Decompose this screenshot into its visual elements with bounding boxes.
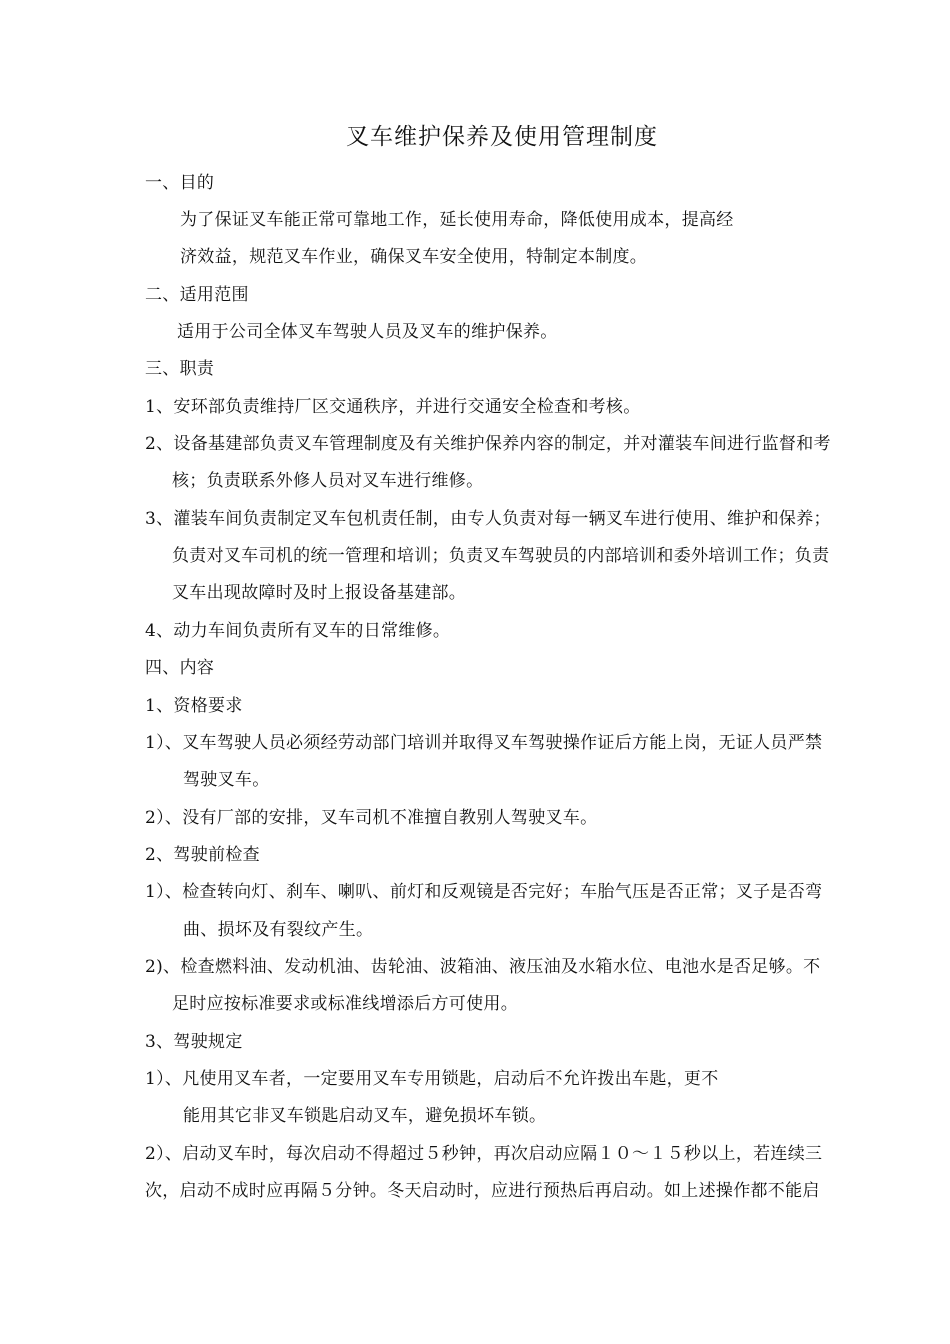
list-item-continuation: 能用其它非叉车锁匙启动叉车，避免损坏车锁。: [183, 1106, 547, 1126]
list-item: 4、动力车间负责所有叉车的日常维修。: [145, 621, 451, 641]
list-item-continuation: 次，启动不成时应再隔５分钟。冬天启动时，应进行预热后再启动。如上述操作都不能启: [145, 1181, 820, 1201]
list-item-continuation: 曲、损坏及有裂纹产生。: [183, 920, 374, 940]
document-title: 叉车维护保养及使用管理制度: [346, 124, 658, 150]
list-item-continuation: 核；负责联系外修人员对叉车进行维修。: [172, 471, 484, 491]
list-item-continuation: 叉车出现故障时及时上报设备基建部。: [172, 583, 467, 603]
list-item: 1）、叉车驾驶人员必须经劳动部门培训并取得叉车驾驶操作证后方能上岗，无证人员严禁: [145, 733, 823, 753]
paragraph-line: 为了保证叉车能正常可靠地工作，延长使用寿命，降低使用成本，提高经: [180, 210, 734, 230]
list-item: 2)、检查燃料油、发动机油、齿轮油、波箱油、液压油及水箱水位、电池水是否足够。不: [145, 957, 821, 977]
list-item-continuation: 驾驶叉车。: [183, 770, 270, 790]
list-item: 3、灌装车间负责制定叉车包机责任制，由专人负责对每一辆叉车进行使用、维护和保养；: [145, 509, 831, 529]
list-item-continuation: 负责对叉车司机的统一管理和培训；负责叉车驾驶员的内部培训和委外培训工作；负责: [172, 546, 830, 566]
subsection-heading: 2、驾驶前检查: [145, 845, 260, 865]
list-item: 1）、检查转向灯、刹车、喇叭、前灯和反观镜是否完好；车胎气压是否正常；叉子是否弯: [145, 882, 823, 902]
list-item: 2）、启动叉车时，每次启动不得超过５秒钟，再次启动应隔１０～１５秒以上，若连续三: [145, 1144, 823, 1164]
list-item-continuation: 足时应按标准要求或标准线增添后方可使用。: [172, 994, 518, 1014]
paragraph-line: 济效益，规范叉车作业，确保叉车安全使用，特制定本制度。: [180, 247, 648, 267]
section-heading-content: 四、内容: [145, 658, 215, 678]
subsection-heading: 3、驾驶规定: [145, 1032, 243, 1052]
list-item: 1）、凡使用叉车者，一定要用叉车专用锁匙，启动后不允许拨出车匙，更不: [145, 1069, 719, 1089]
list-item: 2、设备基建部负责叉车管理制度及有关维护保养内容的制定，并对灌装车间进行监督和考: [145, 434, 831, 454]
paragraph-line: 适用于公司全体叉车驾驶人员及叉车的维护保养。: [177, 322, 558, 342]
list-item: 1、安环部负责维持厂区交通秩序，并进行交通安全检查和考核。: [145, 397, 641, 417]
subsection-heading: 1、资格要求: [145, 696, 243, 716]
list-item: 2）、没有厂部的安排，叉车司机不准擅自教别人驾驶叉车。: [145, 808, 598, 828]
section-heading-duties: 三、职责: [145, 359, 215, 379]
section-heading-scope: 二、适用范围: [145, 285, 249, 305]
section-heading-purpose: 一、目的: [145, 173, 215, 193]
